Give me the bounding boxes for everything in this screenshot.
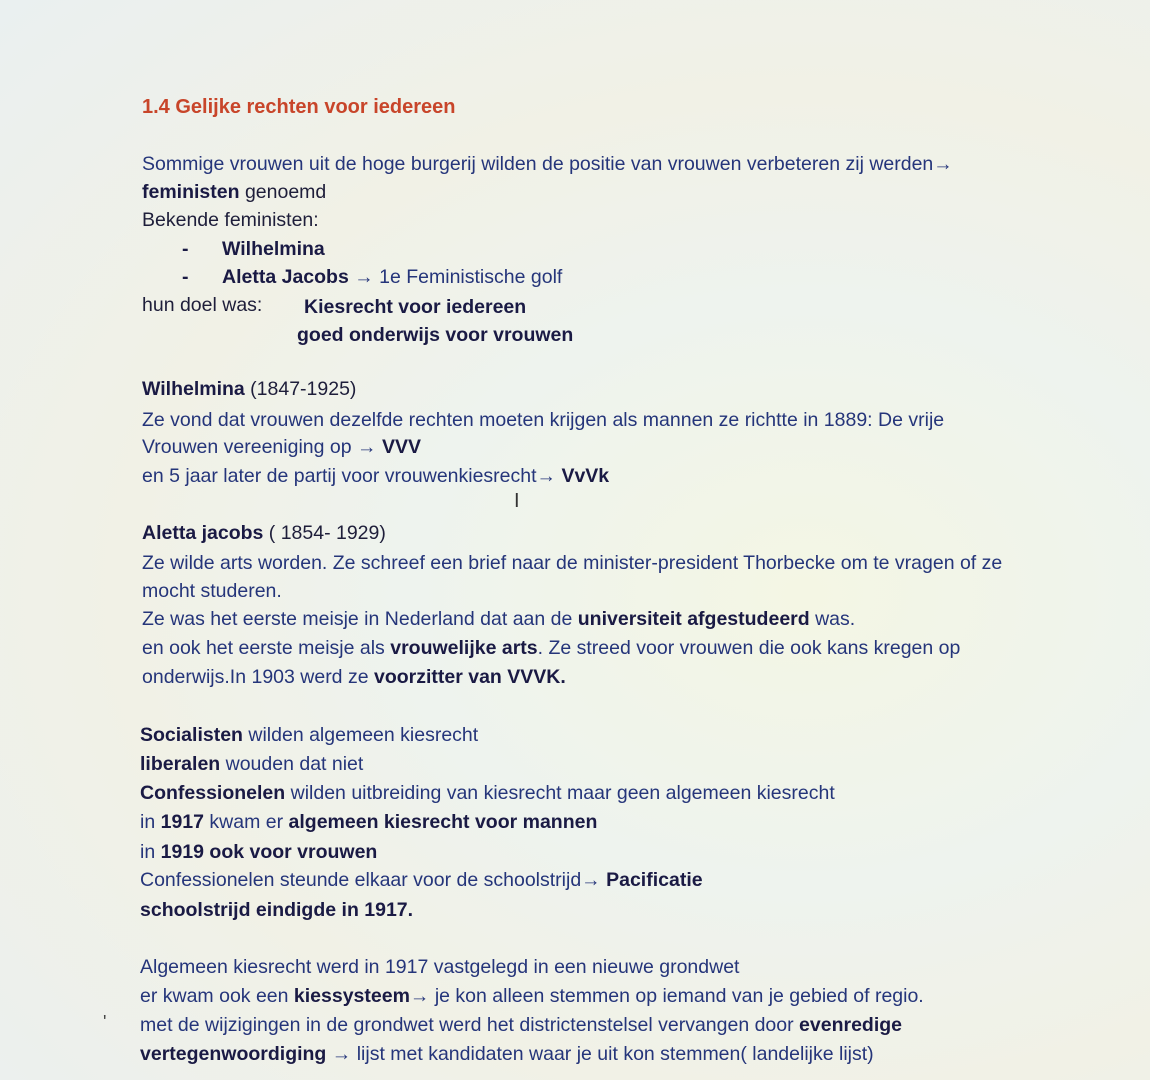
aletta-line-1: Ze wilde arts worden. Ze schreef een brief naar de minister-president Thorbecke om te vragen of ze (142, 552, 1003, 574)
section-title: 1.4 Gelijke rechten voor iedereen (142, 96, 456, 118)
parties-1917-a: in (140, 811, 161, 833)
wilhelmina-heading (142, 377, 356, 401)
term-1919: 1919 ook voor vrouwen (160, 841, 378, 863)
bullet-aletta-rest: → 1e Feministische golf (348, 266, 563, 288)
intro-line-2-rest: genoemd (239, 181, 327, 203)
aletta-line-3 (142, 607, 855, 631)
grondwet-line-2b: → je kon alleen stemmen op iemand van je gebied of regio. (409, 985, 924, 1007)
grondwet-line-2a: er kwam ook een (140, 985, 294, 1007)
parties-1917-b: kwam er (204, 811, 289, 833)
intro-line-2 (142, 180, 326, 204)
wilhelmina-line-3 (142, 464, 609, 488)
grondwet-line-4b: → lijst met kandidaten waar je uit kon stemmen( landelijke lijst) (326, 1043, 874, 1065)
aletta-line-3a: Ze was het eerste meisje in Nederland dat aan de (142, 608, 578, 630)
aletta-name: Aletta jacobs (142, 522, 264, 544)
parties-1917 (140, 810, 597, 834)
term-feministen: feministen (142, 181, 240, 203)
term-universiteit: universiteit afgestudeerd (577, 608, 810, 630)
bullet-aletta-name: Aletta Jacobs (222, 266, 349, 288)
aletta-heading (142, 521, 386, 545)
grondwet-line-3 (140, 1013, 902, 1037)
parties-socialisten (140, 723, 478, 747)
aletta-years: ( 1854- 1929) (263, 522, 386, 544)
term-vertegenwoordiging: vertegenwoordiging (140, 1043, 327, 1065)
parties-confessionelen-rest: wilden uitbreiding van kiesrecht maar geen algemeen kiesrecht (285, 782, 835, 804)
aletta-line-4 (142, 636, 960, 660)
aletta-line-2: mocht studeren. (142, 580, 282, 602)
aletta-line-4a: en ook het eerste meisje als (142, 637, 391, 659)
term-kiesrecht-mannen: algemeen kiesrecht voor mannen (288, 811, 598, 833)
parties-end: schoolstrijd eindigde in 1917. (140, 899, 414, 921)
term-kiessysteem: kiessysteem (293, 985, 410, 1007)
term-socialisten: Socialisten (140, 724, 243, 746)
parties-schoolstrijd-text: Confessionelen steunde elkaar voor de schoolstrijd→ (140, 869, 607, 891)
intro-line-3: Bekende feministen: (142, 209, 319, 231)
term-1917: 1917 (160, 811, 204, 833)
term-vvv: VVV (381, 436, 421, 458)
margin-tick: ' (103, 1012, 107, 1032)
term-vvvk: VvVk (561, 465, 610, 487)
grondwet-line-1: Algemeen kiesrecht werd in 1917 vastgelegd in een nieuwe grondwet (140, 956, 740, 978)
grondwet-line-3a: met de wijzigingen in de grondwet werd het districtenstelsel vervangen door (140, 1014, 800, 1036)
parties-1919 (140, 840, 377, 864)
term-pacificatie: Pacificatie (606, 869, 703, 891)
wilhelmina-name: Wilhelmina (142, 378, 245, 400)
wilhelmina-line-3-text: en 5 jaar later de partij voor vrouwenkiesrecht→ (142, 465, 562, 487)
grondwet-line-4 (140, 1042, 874, 1066)
parties-socialisten-rest: wilden algemeen kiesrecht (242, 724, 479, 746)
aletta-line-3b: was. (809, 608, 856, 630)
aletta-line-5 (142, 665, 566, 689)
bullet-wilhelmina: Wilhelmina (222, 238, 325, 260)
bullet-marker-1: - (182, 238, 189, 260)
goal-label: hun doel was: (142, 294, 263, 316)
term-voorzitter: voorzitter van VVVK. (373, 666, 566, 688)
parties-liberalen-rest: wouden dat niet (220, 753, 364, 775)
term-evenredige: evenredige (799, 1014, 902, 1036)
parties-liberalen (140, 752, 363, 776)
goal-2: goed onderwijs voor vrouwen (297, 324, 574, 346)
intro-line-1: Sommige vrouwen uit de hoge burgerij wilden de positie van vrouwen verbeteren zij werden→ (142, 153, 953, 175)
parties-schoolstrijd (140, 868, 703, 892)
wilhelmina-line-1: Ze vond dat vrouwen dezelfde rechten moeten krijgen als mannen ze richtte in 1889: De vrije (142, 409, 945, 431)
term-confessionelen: Confessionelen (140, 782, 286, 804)
wilhelmina-line-2 (142, 435, 421, 459)
wilhelmina-line-2-text: Vrouwen vereeniging op → (142, 436, 382, 458)
bullet-aletta (222, 265, 562, 289)
text-cursor-icon: I (514, 490, 520, 512)
parties-1919-a: in (140, 841, 161, 863)
wilhelmina-years: (1847-1925) (244, 378, 357, 400)
grondwet-line-2 (140, 984, 924, 1008)
term-vrouwelijke-arts: vrouwelijke arts (390, 637, 538, 659)
parties-confessionelen (140, 781, 835, 805)
aletta-line-4b: . Ze streed voor vrouwen die ook kans kregen op (537, 637, 961, 659)
goal-1: Kiesrecht voor iedereen (304, 296, 527, 318)
aletta-line-5a: onderwijs.In 1903 werd ze (142, 666, 374, 688)
bullet-marker-2: - (182, 266, 189, 288)
term-liberalen: liberalen (140, 753, 221, 775)
